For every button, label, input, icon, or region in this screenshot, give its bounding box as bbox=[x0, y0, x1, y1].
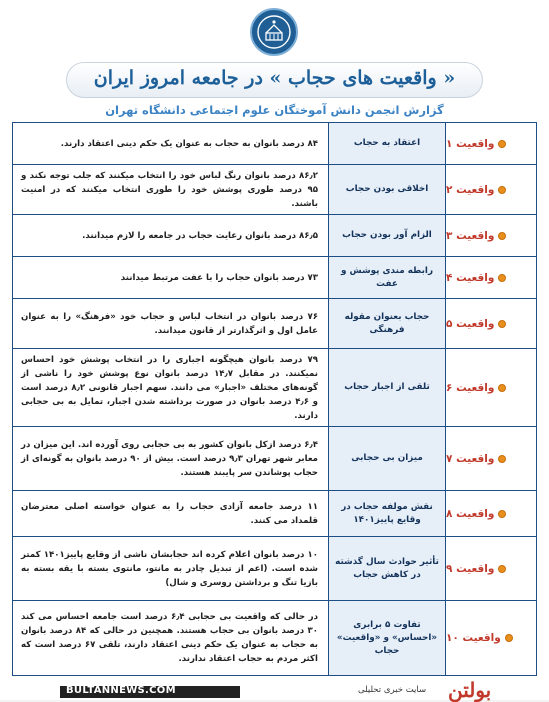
fact-description: ۸۴ درصد بانوان به حجاب به عنوان یک حکم دینی اعتقاد دارند. bbox=[60, 138, 318, 149]
fact-label-cell bbox=[446, 349, 536, 426]
fact-title-cell bbox=[329, 215, 446, 256]
fact-title: نقش مولفه حجاب در وقایع پاییز۱۴۰۱ bbox=[341, 501, 433, 525]
fact-description: ۷۶ درصد بانوان در انتخاب لباس و حجاب خود «فرهنگ» را به عنوان عامل اول و اثرگذارتر از قانون میدانند. bbox=[21, 311, 318, 336]
fact-label: واقعیت ۳ bbox=[446, 229, 495, 242]
bullet-icon bbox=[498, 384, 506, 392]
fact-label-cell bbox=[446, 123, 536, 164]
table-row bbox=[13, 537, 536, 601]
fact-label: واقعیت ۵ bbox=[446, 317, 495, 330]
university-of-tehran-seal-icon bbox=[256, 14, 292, 50]
page-title: « واقعیت های حجاب » در جامعه امروز ایران bbox=[93, 67, 456, 89]
bullet-icon bbox=[498, 510, 506, 518]
fact-description-cell bbox=[13, 123, 329, 164]
fact-title-cell bbox=[329, 427, 446, 490]
fact-title: اخلاقی بودن حجاب bbox=[345, 184, 429, 194]
bullet-icon bbox=[498, 274, 506, 282]
bullet-icon bbox=[505, 634, 513, 642]
bullet-icon bbox=[498, 565, 506, 573]
fact-title-cell bbox=[329, 601, 446, 675]
fact-description-cell bbox=[13, 349, 329, 426]
fact-label-cell bbox=[446, 299, 536, 348]
fact-title: الزام آور بودن حجاب bbox=[342, 230, 432, 240]
fact-description-cell bbox=[13, 601, 329, 675]
table-row bbox=[13, 257, 536, 299]
fact-description: ۱۰ درصد بانوان اعلام کرده اند حجابشان ناشی از وقایع پاییز۱۴۰۱ کمتر شده است. (اعم از تبدیل چادر به مانتو، مانتوی بسته با یقه بسته به بازیا تنگ و برداشتن روسری و شال) bbox=[21, 549, 319, 588]
fact-label: واقعیت ۶ bbox=[446, 381, 495, 394]
page-subtitle: گزارش انجمن دانش آموختگان علوم اجتماعی دانشگاه تهران bbox=[105, 103, 444, 117]
fact-description: در حالی که واقعیت بی حجابی ۶٫۴ درصد است جامعه احساس می کند ۳۰ درصد بانوان بی حجاب هستند. همچنین در حالی که ۸۴ درصد بانوان به حجاب به عنوان یک حکم دینی اعتقاد دارند، تلقی ۶۷ درصد است که اکثر مردم به حجاب اعتقاد ندارند. bbox=[21, 612, 318, 664]
table-row bbox=[13, 491, 536, 537]
table-row bbox=[13, 349, 536, 427]
fact-title: تأثیر حوادث سال گذشته در کاهش حجاب bbox=[335, 556, 439, 580]
table-row bbox=[13, 165, 536, 215]
fact-label: واقعیت ۷ bbox=[446, 452, 495, 465]
fact-label-cell bbox=[446, 427, 536, 490]
fact-description-cell bbox=[13, 537, 329, 600]
fact-label-cell bbox=[446, 257, 536, 298]
fact-label: واقعیت ۱ bbox=[446, 137, 495, 150]
fact-description-cell bbox=[13, 257, 329, 298]
fact-description: ۱۱ درصد جامعه آزادی حجاب را به عنوان خواسته اصلی معترضان قلمداد می کنند. bbox=[21, 501, 318, 526]
fact-title: تلقی از اجبار حجاب bbox=[344, 382, 430, 392]
brand-logo: بولتن bbox=[448, 678, 492, 702]
header bbox=[0, 0, 549, 120]
fact-description-cell bbox=[13, 427, 329, 490]
fact-title-cell bbox=[329, 537, 446, 600]
fact-label-cell bbox=[446, 601, 536, 675]
fact-label: واقعیت ۱۰ bbox=[446, 632, 501, 644]
table-row bbox=[13, 427, 536, 491]
fact-label-cell bbox=[446, 491, 536, 536]
table-row bbox=[13, 215, 536, 257]
university-logo bbox=[250, 8, 298, 56]
title-banner bbox=[66, 62, 483, 98]
table-row bbox=[13, 299, 536, 349]
fact-label: واقعیت ۸ bbox=[446, 507, 495, 520]
fact-description-cell bbox=[13, 491, 329, 536]
bullet-icon bbox=[498, 320, 506, 328]
fact-description-cell bbox=[13, 165, 329, 214]
fact-label: واقعیت ۹ bbox=[446, 562, 495, 575]
bullet-icon bbox=[498, 140, 506, 148]
fact-title: رابطه مندی پوشش و عفت bbox=[340, 265, 434, 289]
fact-label-cell bbox=[446, 165, 536, 214]
site-url: BULTANNEWS.COM bbox=[66, 685, 176, 696]
fact-title-cell bbox=[329, 123, 446, 164]
table-row bbox=[13, 123, 536, 165]
fact-title-cell bbox=[329, 165, 446, 214]
fact-label-cell bbox=[446, 215, 536, 256]
fact-description-cell bbox=[13, 215, 329, 256]
bullet-icon bbox=[498, 455, 506, 463]
fact-label: واقعیت ۲ bbox=[446, 183, 495, 196]
footer bbox=[0, 678, 549, 700]
fact-label: واقعیت ۴ bbox=[446, 271, 495, 284]
bullet-icon bbox=[498, 186, 506, 194]
fact-description: ۷۹ درصد بانوان هیچگونه اجباری را در انتخاب پوشش خود احساس نمیکنند. در مقابل ۱۴٫۷ درصد بانوان نوع پوشش خود را ناشی از گونه‌های مختلف «اجبار» می دانند. سهم اجبار قانونی ۸٫۲ درصد است و ۴٫۶ درصد بانوان در صورت برداشته شدن اجبار، تمایل به بی حجابی دارند. bbox=[21, 354, 318, 421]
fact-description: ۸۶٫۵ درصد بانوان رعایت حجاب در جامعه را لازم میدانند. bbox=[82, 230, 318, 241]
fact-description: ۸۶٫۲ درصد بانوان رنگ لباس خود را انتخاب میکنند که جلب توجه نکند و ۹۵ درصد طوری پوشش خود را طوری انتخاب میکنند که در امنیت باشند. bbox=[21, 170, 318, 209]
fact-title-cell bbox=[329, 257, 446, 298]
fact-label-cell bbox=[446, 537, 536, 600]
fact-title-cell bbox=[329, 349, 446, 426]
bullet-icon bbox=[498, 232, 506, 240]
fact-title: اعتقاد به حجاب bbox=[353, 138, 421, 148]
facts-table bbox=[12, 122, 537, 676]
fact-description: ۷۳ درصد بانوان حجاب را با عفت مرتبط میدانند bbox=[120, 272, 318, 283]
table-row bbox=[13, 601, 536, 675]
fact-title-cell bbox=[329, 491, 446, 536]
brand-tagline: سایت خبری تحلیلی bbox=[358, 685, 427, 695]
fact-description: ۶٫۴ درصد ازکل بانوان کشور به بی حجابی روی آورده اند. این میزان در معابر شهر تهران ۹٫۳ درصد است. بیش از ۹۰ درصد بانوان به گونه‌ای از حجاب پوشاندن سر پایبند هستند. bbox=[21, 439, 318, 478]
fact-description-cell bbox=[13, 299, 329, 348]
fact-title: تفاوت ۵ برابری «احساس» و «واقعیت» حجاب bbox=[336, 619, 438, 656]
fact-title-cell bbox=[329, 299, 446, 348]
fact-title: حجاب بعنوان مقوله فرهنگی bbox=[344, 311, 430, 335]
fact-title: میزان بی حجابی bbox=[351, 453, 423, 463]
